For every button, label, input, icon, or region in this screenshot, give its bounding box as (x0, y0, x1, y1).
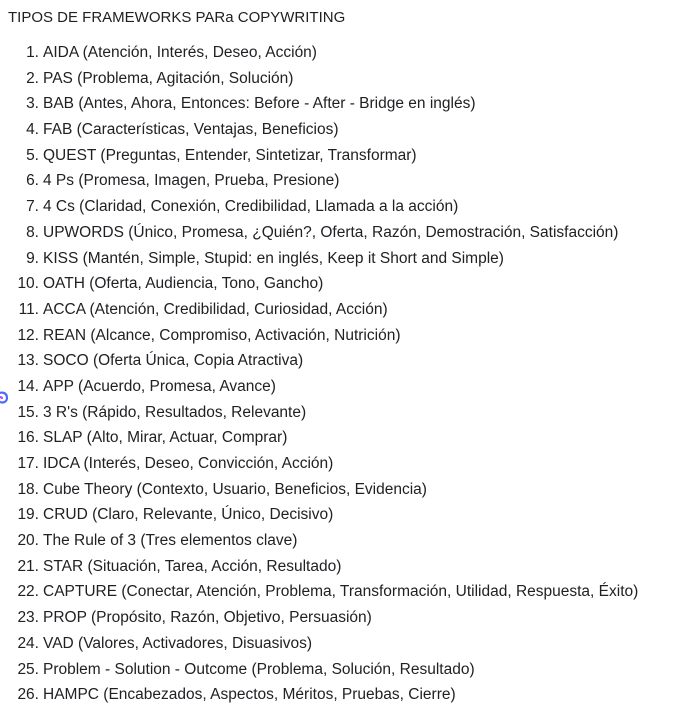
list-item-text: QUEST (Preguntas, Entender, Sintetizar, Transformar) (43, 146, 417, 164)
list-item (0, 425, 638, 451)
list-item-number: 15. (17, 403, 39, 421)
list-item-number: 12. (17, 326, 39, 344)
list-item-number: 18. (17, 480, 39, 498)
list-item-number: 9. (26, 249, 39, 267)
list-item (0, 631, 638, 657)
list-item-number: 17. (17, 455, 39, 472)
list-item-text: AIDA (Atención, Interés, Deseo, Acción) (43, 44, 317, 61)
list-item-number: 16. (17, 429, 39, 447)
list-item-number: 13. (17, 352, 39, 370)
list-item-text: 4 Cs (Claridad, Conexión, Credibilidad, Llamada a la acción) (43, 198, 459, 216)
list-item (0, 66, 638, 92)
list-item-text: ACCA (Atención, Credibilidad, Curiosidad, Acción) (43, 300, 388, 318)
list-item-number: 14. (17, 377, 39, 395)
list-item-text: CRUD (Claro, Relevante, Único, Decisivo) (43, 506, 334, 524)
list-item-number: 10. (17, 275, 39, 293)
list-item-number: 23. (17, 609, 39, 627)
list-item (0, 323, 638, 349)
list-item (0, 246, 638, 272)
list-item-text: IDCA (Interés, Deseo, Convicción, Acción) (43, 455, 334, 472)
list-item-number: 26. (17, 686, 39, 704)
list-item (0, 91, 638, 117)
list-item-text: Problem - Solution - Outcome (Problema, Solución, Resultado) (43, 660, 475, 678)
list-item-text: PAS (Problema, Agitación, Solución) (43, 69, 294, 87)
list-item-text: PROP (Propósito, Razón, Objetivo, Persuasión) (43, 609, 372, 627)
list-item (0, 194, 638, 220)
list-item-number: 19. (17, 506, 39, 524)
list-item-number: 24. (17, 634, 39, 652)
list-item-text: 4 Ps (Promesa, Imagen, Prueba, Presione) (43, 172, 340, 190)
list-item-text: Cube Theory (Contexto, Usuario, Beneficios, Evidencia) (43, 480, 427, 498)
list-item (0, 451, 638, 477)
list-item (0, 657, 638, 683)
list-item (0, 297, 638, 323)
list-item-text: The Rule of 3 (Tres elementos clave) (43, 532, 298, 550)
list-item (0, 605, 638, 631)
list-item (0, 502, 638, 528)
list-item-number: 20. (17, 532, 39, 550)
list-item-number: 7. (26, 198, 39, 216)
list-item-text: 3 R's (Rápido, Resultados, Relevante) (43, 403, 307, 421)
list-item-text: SOCO (Oferta Única, Copia Atractiva) (43, 352, 304, 370)
list-item-number: 11. (18, 300, 39, 318)
list-item-text: APP (Acuerdo, Promesa, Avance) (43, 377, 276, 395)
list-item (0, 143, 638, 169)
list-item-number: 25. (17, 660, 39, 678)
list-item-text: KISS (Mantén, Simple, Stupid: en inglés, Keep it Short and Simple) (43, 249, 504, 267)
list-item (0, 117, 638, 143)
list-item-text: UPWORDS (Único, Promesa, ¿Quién?, Oferta, Razón, Demostración, Satisfacción) (43, 223, 619, 241)
list-item-text: SLAP (Alto, Mirar, Actuar, Comprar) (43, 429, 288, 447)
list-item-text: REAN (Alcance, Compromiso, Activación, Nutrición) (43, 326, 401, 344)
list-item (0, 40, 638, 66)
list-item-text: STAR (Situación, Tarea, Acción, Resultado) (43, 557, 342, 575)
list-item (0, 579, 638, 605)
list-item-number: 4. (26, 121, 39, 139)
list-item-number: 2. (26, 69, 39, 87)
list-item (0, 528, 638, 554)
assistant-swirl-icon[interactable] (0, 390, 10, 406)
list-item (0, 220, 638, 246)
list-item (0, 400, 638, 426)
list-item-number: 21. (17, 557, 39, 575)
list-item-text: OATH (Oferta, Audiencia, Tono, Gancho) (43, 275, 324, 293)
list-item-number: 3. (26, 95, 39, 113)
list-item-number: 8. (26, 223, 39, 241)
list-item (0, 271, 638, 297)
list-item (0, 554, 638, 580)
list-item-number: 6. (26, 172, 39, 190)
list-item-text: HAMPC (Encabezados, Aspectos, Méritos, Pruebas, Cierre) (43, 686, 456, 704)
list-item-text: BAB (Antes, Ahora, Entonces: Before - After - Bridge en inglés) (43, 95, 476, 113)
list-item (0, 682, 638, 708)
list-item (0, 374, 638, 400)
list-item (0, 168, 638, 194)
list-item-number: 22. (17, 583, 39, 601)
document-title: TIPOS DE FRAMEWORKS PARa COPYWRITING (8, 9, 346, 26)
list-item (0, 477, 638, 503)
list-item-text: FAB (Características, Ventajas, Beneficios) (43, 121, 339, 139)
list-item-text: CAPTURE (Conectar, Atención, Problema, Transformación, Utilidad, Respuesta, Éxito) (43, 583, 639, 601)
list-item-number: 1. (26, 44, 39, 61)
list-item-number: 5. (26, 146, 39, 164)
list-item (0, 348, 638, 374)
list-item-text: VAD (Valores, Activadores, Disuasivos) (43, 634, 313, 652)
framework-list (0, 40, 638, 708)
